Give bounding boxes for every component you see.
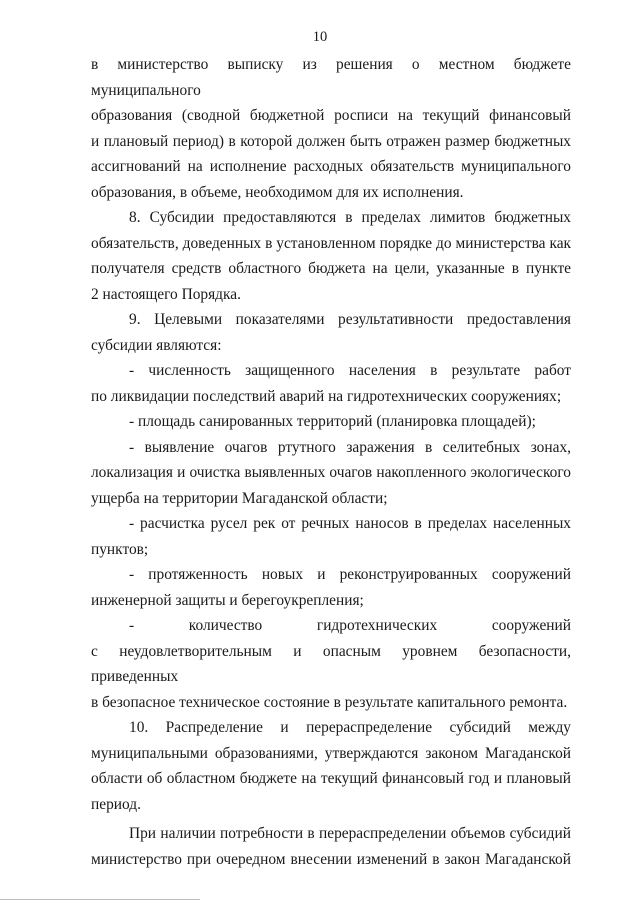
text-line: пунктов; [91, 540, 149, 558]
text-line: инженерной защиты и берегоукрепления; [91, 591, 364, 609]
paragraph-clause-10 [91, 715, 571, 817]
text-line: - количество гидротехнических сооружений [129, 617, 571, 634]
text-line: обязательств, доведенных в установленном порядке до министерства как [91, 234, 571, 252]
text-line: 8. Субсидии предоставляются в пределах лимитов бюджетных [129, 209, 571, 226]
text-line: получателя средств областного бюджета на цели, указанные в пункте [91, 260, 571, 277]
list-item-indicator [91, 511, 571, 562]
text-line: локализация и очистка выявленных очагов накопленного экологического [91, 464, 571, 481]
text-line: образования (сводной бюджетной росписи на текущий финансовый [91, 107, 571, 124]
text-line: муниципальными образованиями, утверждаются законом Магаданской [91, 744, 571, 762]
text-line: - расчистка русел рек от речных наносов в пределах населенных [129, 515, 571, 532]
text-line: и плановый период) в которой должен быть отражен размер бюджетных [91, 132, 571, 150]
text-line: - численность защищенного населения в результате работ [129, 362, 571, 379]
paragraph-continuation [91, 52, 571, 205]
paragraph-clause-8 [91, 205, 571, 307]
text-line: с неудовлетворительным и опасным уровнем безопасности, приведенных [91, 642, 571, 685]
text-line: период. [91, 795, 141, 813]
text-line: по ликвидации последствий аварий на гидротехнических сооружениях; [91, 387, 562, 405]
text-line: образования, в объеме, необходимом для их исполнения. [91, 183, 464, 201]
list-item-indicator [91, 409, 571, 435]
page-number: 10 [312, 29, 328, 45]
text-line: - выявление очагов ртутного заражения в селитебных зонах, [129, 438, 571, 456]
list-item-indicator [91, 435, 571, 512]
list-item-indicator [91, 613, 571, 715]
text-line: ассигнований на исполнение расходных обязательств муниципального [91, 158, 571, 175]
text-line: - площадь санированных территорий (планировка площадей); [129, 413, 536, 430]
list-item-indicator [91, 358, 571, 409]
paragraph-clause-9 [91, 307, 571, 358]
text-line: При наличии потребности в перераспределении объемов субсидий [129, 825, 571, 842]
paragraph-redistribution [91, 821, 571, 872]
text-line: министерство при очередном внесении изменений в закон Магаданской [91, 850, 571, 868]
scan-artifact-line [0, 899, 200, 900]
text-line: области об областном бюджете на текущий финансовый год и плановый [91, 770, 571, 787]
document-text [91, 52, 571, 872]
text-line: 9. Целевыми показателями результативности предоставления [129, 311, 571, 328]
list-item-indicator [91, 562, 571, 613]
text-line: субсидии являются: [91, 336, 222, 354]
text-line: в безопасное техническое состояние в результате капитального ремонта. [91, 693, 568, 711]
text-line: ущерба на территории Магаданской области; [91, 489, 388, 507]
text-line: 10. Распределение и перераспределение субсидий между [129, 719, 571, 736]
text-line: в министерство выписку из решения о местном бюджете муниципального [91, 56, 571, 99]
text-line: - протяженность новых и реконструированных сооружений [129, 566, 571, 583]
text-line: 2 настоящего Порядка. [91, 285, 241, 303]
